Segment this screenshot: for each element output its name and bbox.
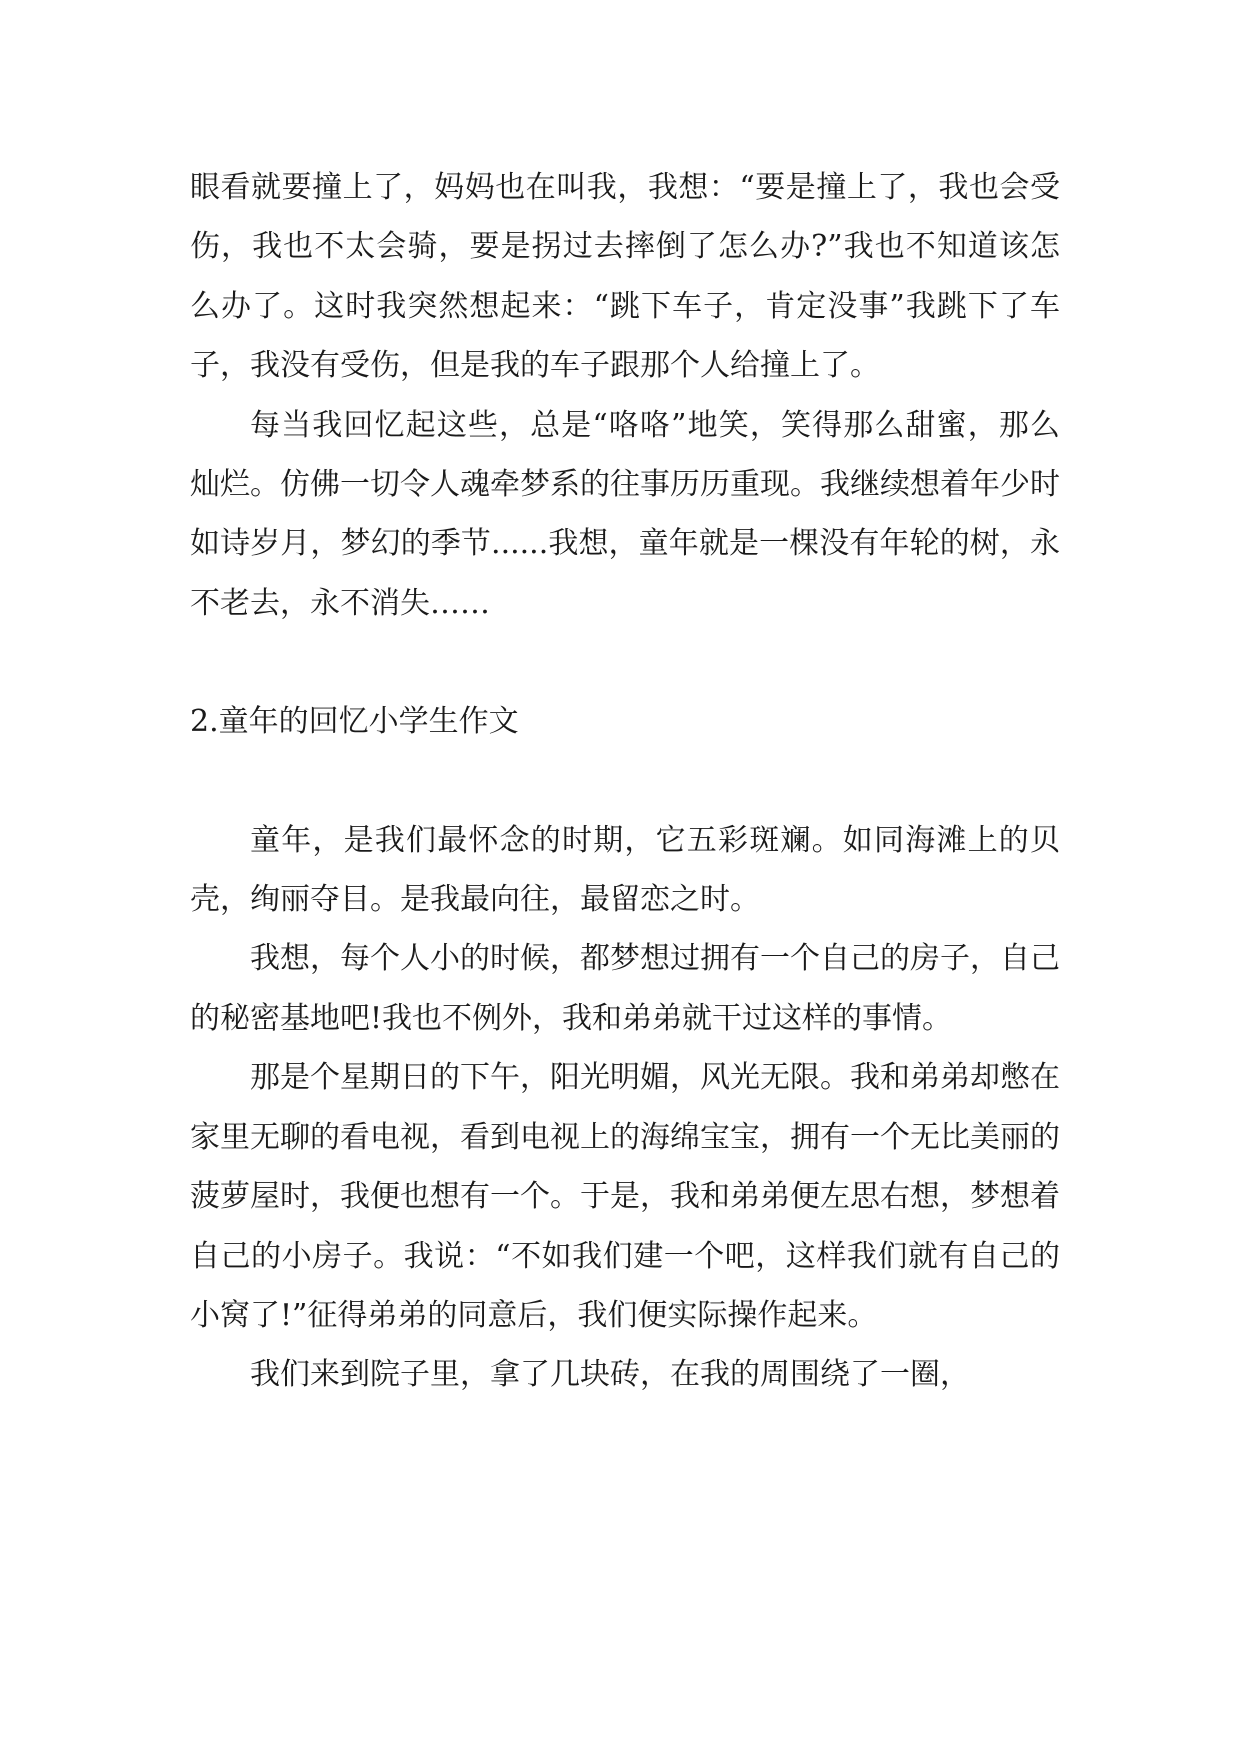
paragraph-2: 每当我回忆起这些，总是“咯咯”地笑，笑得那么甜蜜，那么灿烂。仿佛一切令人魂牵梦系的往事历历重现。我继续想着年少时如诗岁月，梦幻的季节......我想，童年就是一棵没有年轮的树，永不老去，永不消失……: [190, 407, 1060, 621]
paragraph-1: 眼看就要撞上了，妈妈也在叫我，我想：“要是撞上了，我也会受伤，我也不太会骑，要是拐过去摔倒了怎么办?”我也不知道该怎么办了。这时我突然想起来：“跳下车子，肯定没事”我跳下了车子，我没有受伤，但是我的车子跟那个人给撞上了。: [190, 170, 1060, 384]
paragraph-6: 我们来到院子里，拿了几块砖，在我的周围绕了一圈，: [250, 1357, 970, 1393]
section-heading: 2.童年的回忆小学生作文: [190, 704, 519, 740]
document-body: [190, 158, 1060, 1405]
paragraph-5: 那是个星期日的下午，阳光明媚，风光无限。我和弟弟却憋在家里无聊的看电视，看到电视上的海绵宝宝，拥有一个无比美丽的菠萝屋时，我便也想有一个。于是，我和弟弟便左思右想，梦想着自己的小房子。我说：“不如我们建一个吧，这样我们就有自己的小窝了!”征得弟弟的同意后，我们便实际操作起来。: [190, 1060, 1060, 1333]
paragraph-3: 童年，是我们最怀念的时期，它五彩斑斓。如同海滩上的贝壳，绚丽夺目。是我最向往，最留恋之时。: [190, 822, 1060, 918]
paragraph-4: 我想，每个人小的时候，都梦想过拥有一个自己的房子，自己的秘密基地吧!我也不例外，我和弟弟就干过这样的事情。: [190, 941, 1060, 1036]
